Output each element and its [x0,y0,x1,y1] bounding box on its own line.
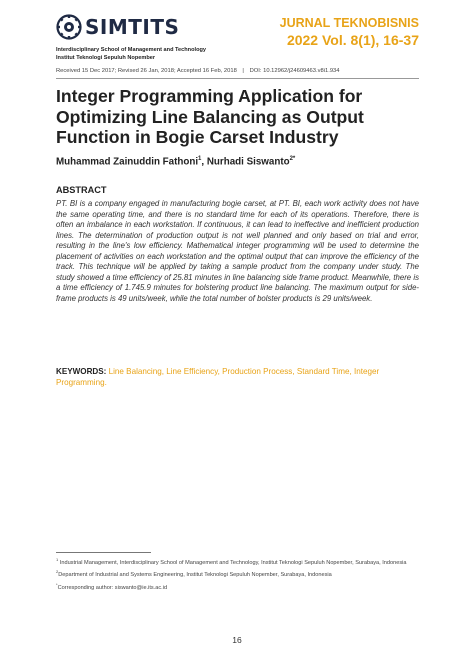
authors [56,156,295,167]
institution [56,47,206,62]
logo-text: SIMTITS [85,15,180,39]
journal-info [280,15,419,49]
keywords-list[interactable]: Line Balancing, Line Efficiency, Production Process, Standard Time, Integer Programming. [56,367,380,387]
footnote-2-text: Department of Industrial and Systems Engineering, Institut Teknologi Sepuluh Nopember, Surabaya, Indonesia [58,572,332,579]
its-emblem-icon [56,14,82,40]
author-separator: , [201,156,207,168]
dates-separator: | [242,68,244,74]
header-rule [56,78,419,79]
footnote-3-mark: * [56,581,58,587]
journal-volume: 2022 Vol. 8(1), 16-37 [286,32,419,48]
footnote-2-mark: 2 [56,569,59,575]
page-number: 16 [232,635,242,645]
article-dates [56,68,340,74]
author-2-affiliation: 2* [289,156,296,162]
corresponding-author: Corresponding author: siswanto@ie.its.ac.id [57,584,168,591]
institution-line-1: Interdisciplinary School of Management and Technology [56,47,207,53]
keywords-heading: KEYWORDS: [56,367,107,376]
author-2: Nurhadi Siswanto [206,156,290,168]
keywords [56,366,419,388]
footnote-2 [56,568,419,579]
institution-line-2: Institut Teknologi Sepuluh Nopember [56,54,156,61]
footnote-rule [56,552,151,553]
doi-link[interactable]: DOI: 10.12962/j24609463.v8i1.934 [249,68,340,74]
journal-name: JURNAL TEKNOBISNIS [279,16,419,30]
footnote-1-text: Industrial Management, Interdisciplinary School of Management and Technology, Institut Teknologi Sepuluh Nopember, Surabaya, Indonesia [59,559,407,566]
journal-logo [56,14,179,40]
footnote-1 [56,556,419,567]
abstract-body: PT. BI is a company engaged in manufacturing bogie carset, at PT. BI, each work activity does not have the same operating time, and there is no standard time for each of its operations. Therefore, there is often an imbalance in each workstation. If continuous, it can lead to ineffective and inefficient production lines. The determination of production output is not well planned and only based on trial and error, resulting in the line's low efficiency. Mathematical integer programming will be used to determine the placement of activities on each workstation and the optimal output that can improve the efficiency of the track. This technique will be applied by taking a sample product from the company under study. The study showed a time efficiency of 25.81 minutes in line balancing side frame product. Meanwhile, there is a time efficiency of 1.745.9 minutes for bolstering product line balancing. The maximum output for side-frame products is 49 units/week, while the total number of bolster products is 29 units/week. [56,199,419,303]
author-1: Muhammad Zainuddin Fathoni [56,156,199,168]
article-title: Integer Programming Application for Optimizing Line Balancing as Output Function in Bogie Carset Industry [56,86,364,147]
abstract-heading: ABSTRACT [56,185,107,195]
received-revised-accepted: Received 15 Dec 2017; Revised 26 Jan, 2018; Accepted 16 Feb, 2018 [56,68,237,74]
footnotes [56,556,419,593]
author-1-affiliation: 1 [198,156,202,162]
footnote-1-mark: 1 [56,557,59,562]
footnote-3 [56,581,419,592]
